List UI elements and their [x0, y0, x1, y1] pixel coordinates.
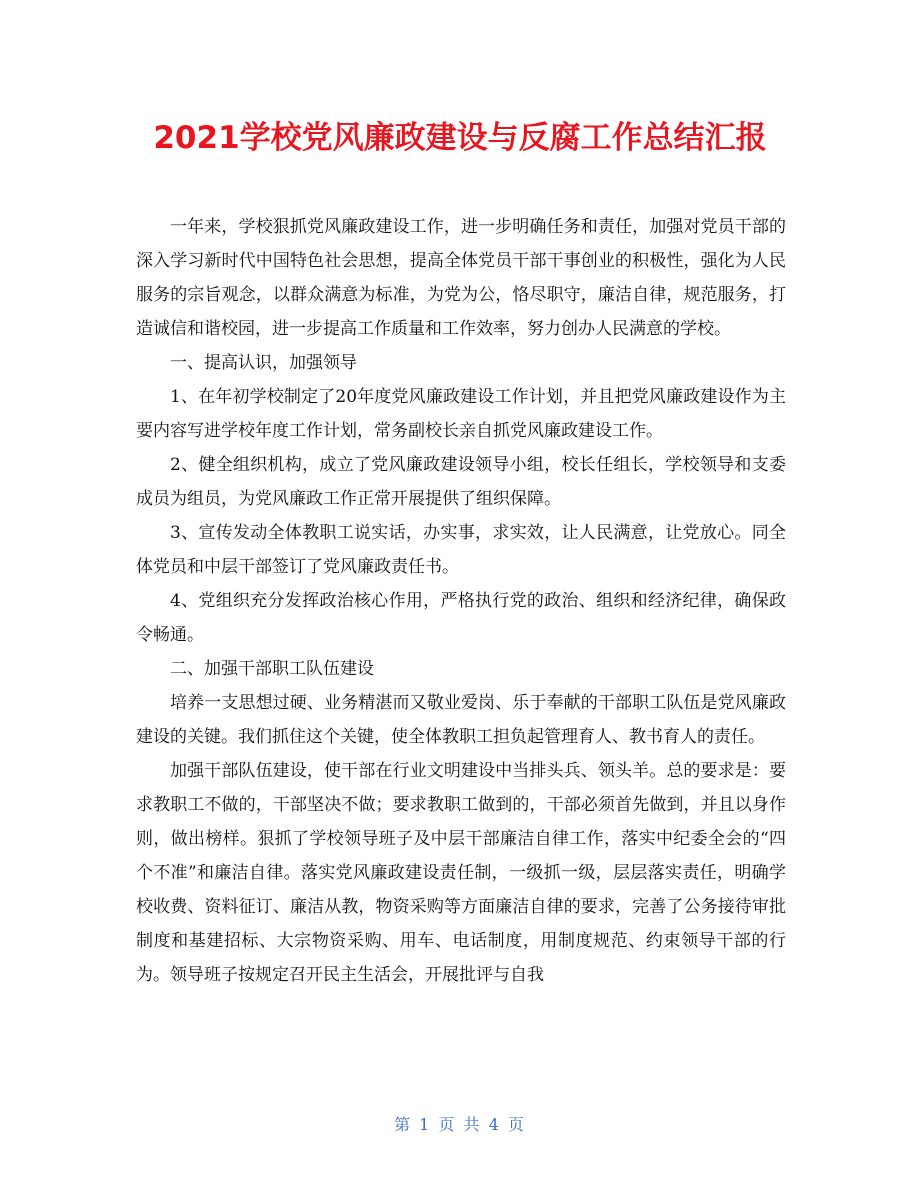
- document-body: [136, 210, 786, 992]
- paragraph-item-2: 2、健全组织机构，成立了党风廉政建设领导小组，校长任组长，学校领导和支委成员为组员，为党风廉政工作正常开展提供了组织保障。: [136, 455, 786, 509]
- paragraph-item-3: 3、宣传发动全体教职工说实话，办实事，求实效，让人民满意，让党放心。同全体党员和中层干部签订了党风廉政责任书。: [136, 523, 786, 577]
- section-heading-1: 一、提高认识，加强领导: [170, 353, 357, 373]
- page-title: 2021学校党风廉政建设与反腐工作总结汇报: [153, 120, 767, 156]
- paragraph-team-building: 培养一支思想过硬、业务精湛而又敬业爱岗、乐于奉献的干部职工队伍是党风廉政建设的关键。我们抓住这个关键，使全体教职工担负起管理育人、教书育人的责任。: [136, 693, 786, 747]
- page-number-footer: 第 1 页 共 4 页: [394, 1115, 526, 1134]
- paragraph-item-1: 1、在年初学校制定了20年度党风廉政建设工作计划，并且把党风廉政建设作为主要内容写进学校年度工作计划，常务副校长亲自抓党风廉政建设工作。: [136, 387, 786, 441]
- section-heading-2: 二、加强干部职工队伍建设: [170, 659, 374, 679]
- paragraph-item-4: 4、党组织充分发挥政治核心作用，严格执行党的政治、组织和经济纪律，确保政令畅通。: [136, 591, 786, 645]
- paragraph-cadre-building: 加强干部队伍建设，使干部在行业文明建设中当排头兵、领头羊。总的要求是：要求教职工不做的，干部坚决不做；要求教职工做到的，干部必须首先做到，并且以身作则，做出榜样。狠抓了学校领导班子及中层干部廉洁自律工作，落实中纪委全会的“四个不准”和廉洁自律。落实党风廉政建设责任制，一级抓一级，层层落实责任，明确学校收费、资料征订、廉洁从教，物资采购等方面廉洁自律的要求，完善了公务接待审批制度和基建招标、大宗物资采购、用车、电话制度，用制度规范、约束领导干部的行为。领导班子按规定召开民主生活会，开展批评与自我: [136, 761, 786, 985]
- paragraph-intro: 一年来，学校狠抓党风廉政建设工作，进一步明确任务和责任，加强对党员干部的深入学习新时代中国特色社会思想，提高全体党员干部干事创业的积极性，强化为人民服务的宗旨观念，以群众满意为标准，为党为公，恪尽职守，廉洁自律，规范服务，打造诚信和谐校园，进一步提高工作质量和工作效率，努力创办人民满意的学校。: [136, 217, 786, 339]
